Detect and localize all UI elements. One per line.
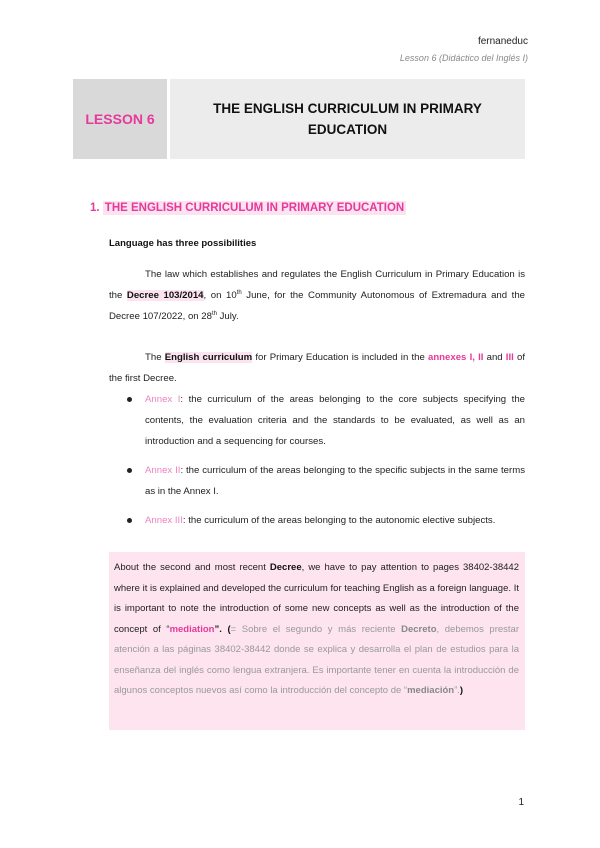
annex-description: : the curriculum of the areas belonging to the core subjects specifying the contents, the evaluation criteria and the standards to be evaluated, as well as an introduction and a sequencing for courses. — [145, 394, 525, 447]
lesson-title: THE ENGLISH CURRICULUM IN PRIMARY EDUCATION — [170, 79, 525, 159]
note-box — [109, 552, 525, 730]
para1-sup-2: th — [211, 310, 217, 317]
para2-text-1: The — [145, 352, 165, 363]
translation-text-3: ”. — [454, 685, 460, 696]
section-title: THE ENGLISH CURRICULUM IN PRIMARY EDUCATION — [104, 202, 405, 214]
curriculum-highlight: English curriculum — [164, 352, 253, 363]
note-text-1: About the second and most recent — [114, 562, 270, 573]
page-number: 1 — [518, 797, 524, 808]
para1-text-3: June, for the Community Autonomous of Extremadura and the Decree 107/2022, on 28 — [109, 290, 526, 322]
section-heading — [90, 202, 406, 214]
annex-three-highlight: III — [505, 352, 514, 363]
decree-highlight: Decree 103/2014 — [126, 290, 204, 301]
lesson-label: LESSON 6 — [73, 79, 167, 159]
header-author: fernaneduc — [477, 36, 528, 47]
annexes-highlight: annexes I, II — [427, 352, 484, 363]
translation-text-2: , debemos prestar atención a las páginas 38402-38442 donde se explica y desarrolla el plan de estudios para la enseñanza del inglés como lengua extranjera. Es importante tener en cuenta la introducción de algunos conceptos nuevos así como la introducción del concepto de “ — [114, 623, 520, 696]
annex-label: Annex II — [145, 465, 181, 476]
annex-description: : the curriculum of the areas belonging to the specific subjects in the same terms as in the Annex I. — [145, 465, 525, 497]
list-item — [127, 389, 525, 452]
annex-list — [127, 389, 525, 539]
bullet-icon — [127, 397, 132, 402]
para1-text-1: The law which establishes and regulates the English Curriculum in Primary Education is the — [109, 269, 525, 301]
para1-text-4: July. — [216, 311, 239, 322]
note-text-2: , we have to pay attention to pages 38402-38442 where it is explained and developed the curriculum for teaching English as a foreign language. It is important to note the introduction of some new concepts as well as the introduction of the concept of “ — [114, 562, 520, 635]
annex-description: : the curriculum of the areas belonging to the autonomic elective subjects. — [182, 515, 496, 526]
translation-decreto: Decreto — [401, 623, 437, 635]
annex-label: Annex III — [145, 515, 183, 526]
para1-sup-1: th — [236, 289, 242, 296]
note-decree: Decree — [269, 562, 302, 573]
note-text-3: ”. ( — [214, 623, 231, 635]
title-block — [73, 79, 525, 159]
para1-text-2: , on 10 — [203, 290, 237, 301]
para2-text-2: for Primary Education is included in the — [252, 352, 428, 363]
translation-text-1: = Sobre el segundo y más reciente — [230, 623, 402, 635]
note-mediation: mediation — [169, 623, 215, 635]
list-item — [127, 510, 525, 531]
subheading: Language has three possibilities — [109, 238, 257, 249]
para2-text-3: and — [483, 352, 506, 363]
note-close-paren: ) — [459, 685, 464, 696]
annex-label: Annex I — [145, 394, 181, 405]
bullet-icon — [127, 518, 132, 523]
para2-text-4: of the first Decree. — [109, 352, 525, 384]
translation-mediacion: mediación — [407, 685, 455, 696]
paragraph-curriculum — [109, 347, 525, 389]
header-subtitle: Lesson 6 (Didáctico del Inglés I) — [399, 53, 528, 63]
bullet-icon — [127, 468, 132, 473]
section-number: 1. — [90, 202, 100, 214]
paragraph-law — [109, 264, 525, 327]
list-item — [127, 460, 525, 502]
